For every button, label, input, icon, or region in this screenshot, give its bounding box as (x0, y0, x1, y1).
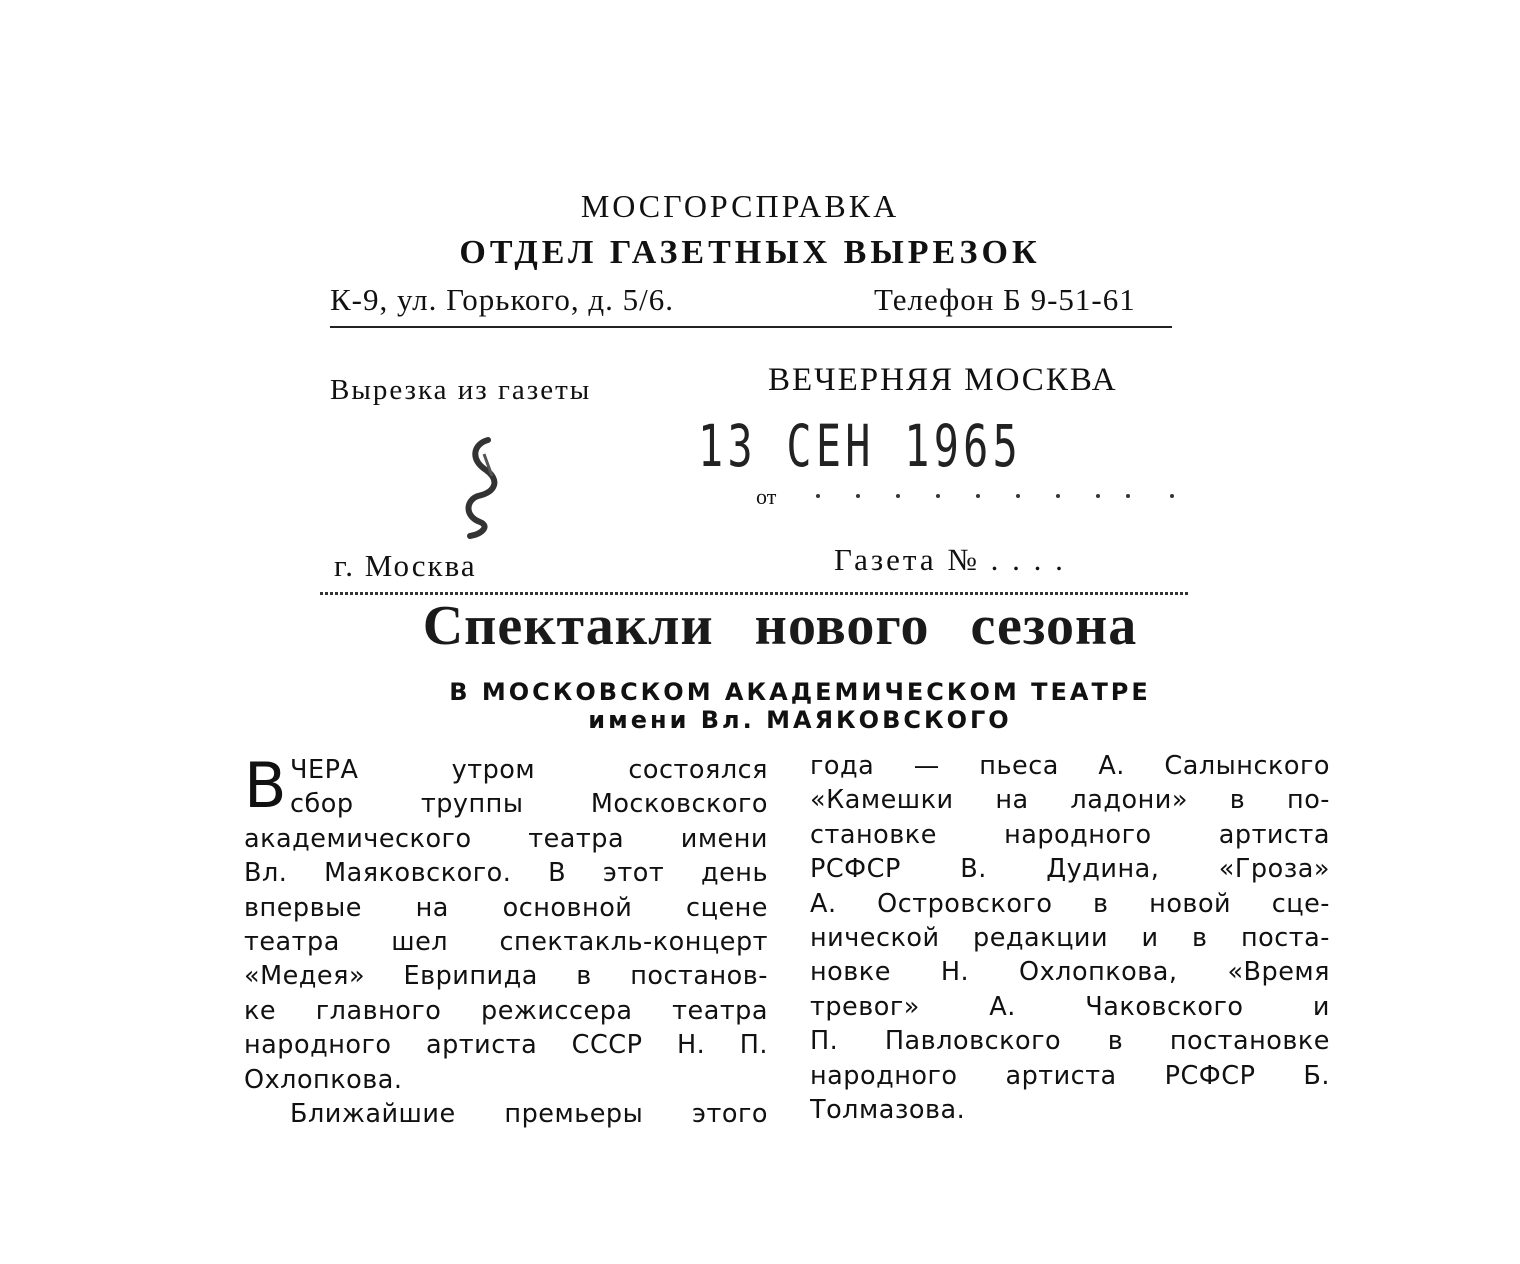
text-line: тревог» А. Чаковского и (810, 991, 1330, 1022)
text-line: ке главного режиссера театра (244, 995, 768, 1026)
article-left-column (244, 749, 768, 1131)
subhead-line-2: имени Вл. МАЯКОВСКОГО (588, 706, 1012, 734)
text-line: народного артиста СССР Н. П. (244, 1030, 768, 1061)
text-line: становке народного артиста (810, 819, 1330, 850)
text-line: «Медея» Еврипида в постанов- (244, 961, 768, 992)
date-dotted-line (810, 480, 1180, 500)
article-headline: Спектакли нового сезона (422, 595, 1138, 657)
text-line: новке Н. Охлопкова, «Время (810, 957, 1330, 988)
text-line: сбор труппы Московского (290, 789, 768, 820)
text-line: академического театра имени (244, 823, 768, 854)
article-subhead (420, 678, 1180, 734)
text-line: Толмазова. (810, 1094, 966, 1125)
newspaper-name: ВЕЧЕРНЯЯ МОСКВА (768, 362, 1118, 398)
drop-cap: В (244, 749, 288, 822)
text-line: «Камешки на ладони» в по- (810, 785, 1330, 816)
text-line: А. Островского в новой сце- (810, 888, 1330, 919)
city-label: г. Москва (334, 548, 477, 583)
text-line: народного артиста РСФСР Б. (810, 1060, 1330, 1091)
text-line: Ближайшие премьеры этого (290, 1098, 768, 1129)
text-line: нической редакции и в поста- (810, 922, 1330, 953)
header-divider (330, 326, 1172, 328)
text-line: Вл. Маяковского. В этот день (244, 858, 768, 889)
date-stamp: 13 СЕН 1965 (698, 412, 1023, 480)
text-line: П. Павловского в постановке (810, 1026, 1330, 1057)
department-title: ОТДЕЛ ГАЗЕТНЫХ ВЫРЕЗОК (459, 234, 1041, 271)
handwritten-mark-icon (448, 430, 518, 540)
clip-label: Вырезка из газеты (330, 374, 592, 406)
text-line: РСФСР В. Дудина, «Гроза» (810, 854, 1330, 885)
agency-name: МОСГОРСПРАВКА (580, 188, 900, 224)
agency-phone: Телефон Б 9-51-61 (874, 282, 1136, 317)
text-line: впервые на основной сцене (244, 892, 768, 923)
subhead-line-1: В МОСКОВСКОМ АКАДЕМИЧЕСКОМ ТЕАТРЕ (449, 678, 1151, 706)
text-line: Охлопкова. (244, 1064, 403, 1095)
agency-address: К-9, ул. Горького, д. 5/6. (330, 282, 675, 317)
text-line: года — пьеса А. Салынского (810, 751, 1330, 781)
newspaper-number-label: Газета № . . . . (834, 542, 1066, 577)
from-label: от (756, 484, 777, 509)
text-line: театра шел спектакль-концерт (244, 926, 768, 957)
text-line: ЧЕРА утром состоялся (290, 755, 768, 785)
article-right-column (810, 749, 1330, 1127)
